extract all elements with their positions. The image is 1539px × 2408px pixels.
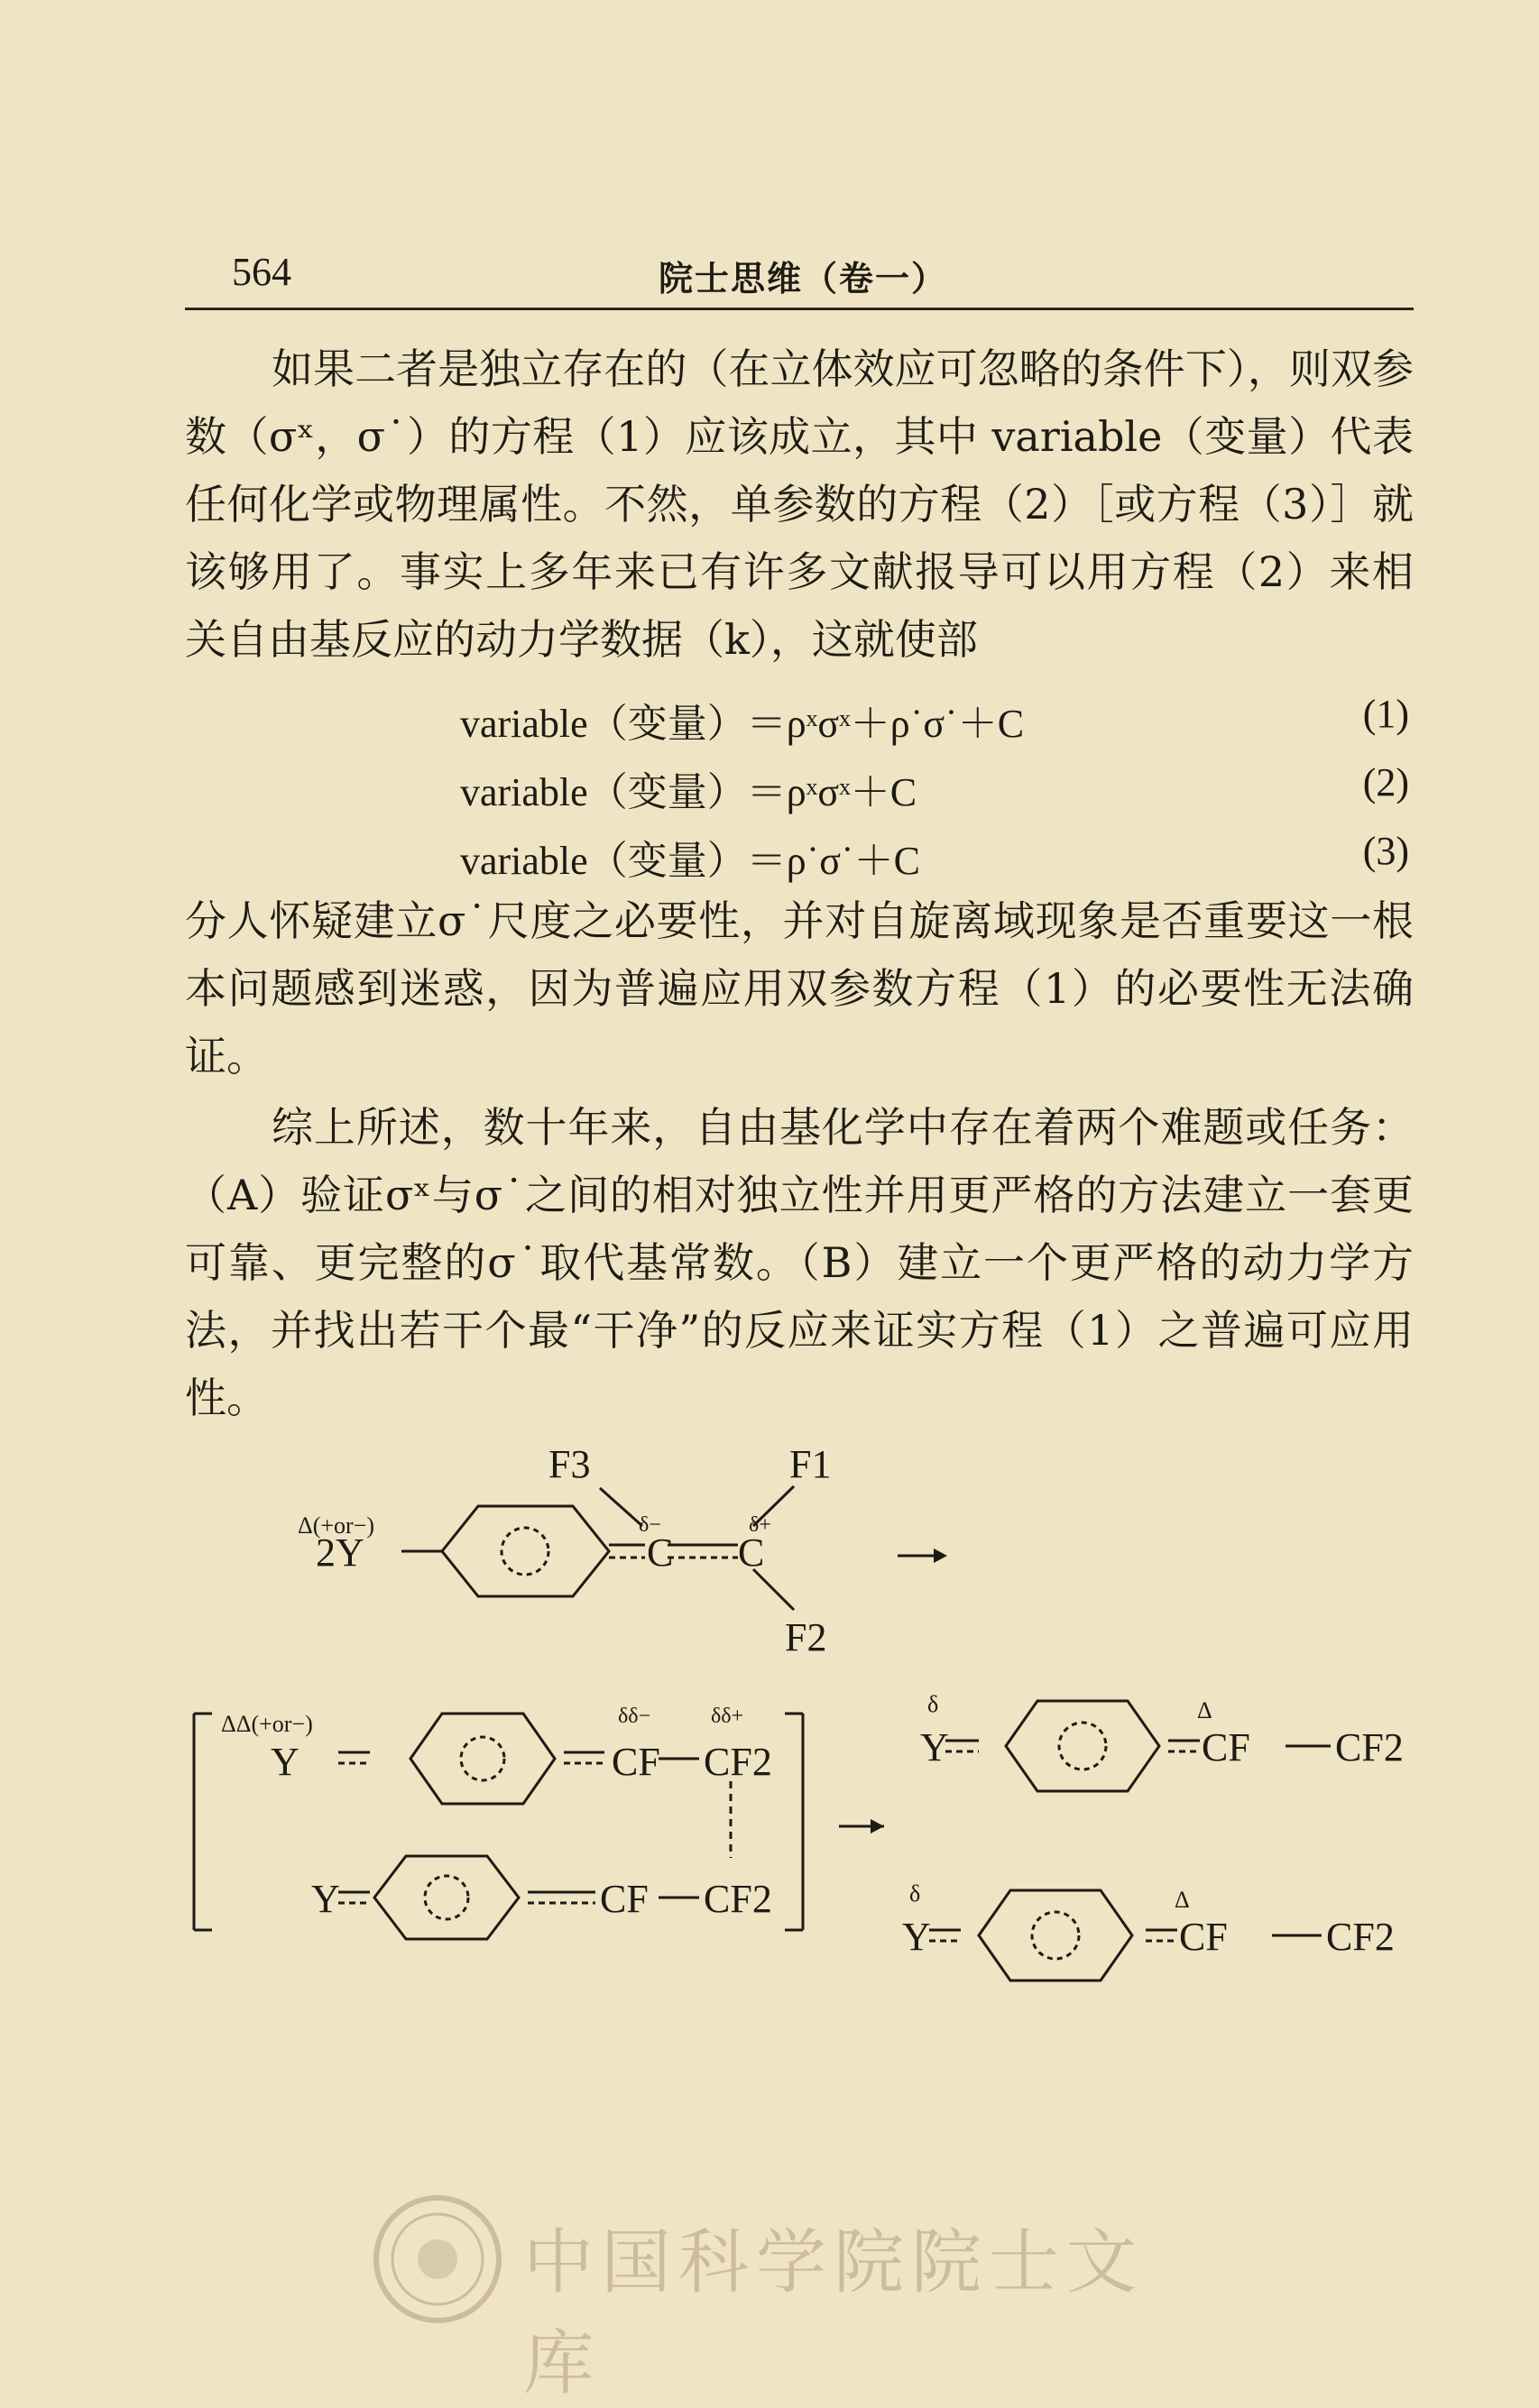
equation-expression: variable（变量）＝ρˣσˣ＋C bbox=[460, 770, 917, 814]
product-y-label: δ bbox=[927, 1691, 939, 1717]
svg-text:C: C bbox=[647, 1530, 674, 1575]
paragraph-3: 综上所述，数十年来，自由基化学中存在着两个难题或任务：（A）验证σˣ与σ˙之间的相对独立性并用更严格的方法建立一套更可靠、更完整的σ˙取代基常数。（B）建立一个更严格的动力学方法，并找出若干个最“干净”的反应来证实方程（1）之普遍可应用性。 bbox=[185, 1103, 1414, 1422]
reactant-charge-label: Δ(+or−) bbox=[298, 1512, 375, 1539]
equation-3 bbox=[185, 821, 1414, 889]
paragraph-2: 分人怀疑建立σ˙尺度之必要性，并对自旋离域现象是否重要这一根本问题感到迷惑，因为普遍应用双参数方程（1）的必要性无法确证。 bbox=[185, 896, 1414, 1080]
product-y-top: Y bbox=[920, 1725, 949, 1769]
product-cf2-top: CF2 bbox=[1335, 1725, 1404, 1769]
resonance-y-top: Y bbox=[271, 1740, 300, 1784]
f3-label: F3 bbox=[548, 1442, 591, 1486]
f1-label: F1 bbox=[789, 1442, 832, 1486]
running-title: 院士思维（卷一） bbox=[659, 259, 948, 299]
equation-1 bbox=[185, 684, 1414, 752]
equation-2 bbox=[185, 752, 1414, 821]
paragraph-1: 如果二者是独立存在的（在立体效应可忽略的条件下），则双参数（σˣ，σ˙）的方程（1）应该成立，其中 variable（变量）代表任何化学或物理属性。不然，单参数的方程（2）［或方程（3）］就该够用了。事实上多年来已有许多文献报导可以用方程（2）来相关自由基反应的动力学数据（k），这就使部 bbox=[185, 345, 1414, 664]
carbon-plus-label: δ+ bbox=[749, 1513, 771, 1537]
reaction-scheme bbox=[171, 1425, 1434, 1984]
product-y-label-bottom: δ bbox=[909, 1880, 921, 1907]
product-cf-top: CF bbox=[1202, 1725, 1250, 1769]
academy-seal-icon bbox=[370, 2192, 505, 2327]
substituent-label: 2Y bbox=[316, 1530, 364, 1575]
watermark-text: 中国科学院院士文库 bbox=[523, 2222, 1145, 2404]
carbon-minus-label: δ− bbox=[639, 1513, 661, 1537]
page-header bbox=[185, 244, 1414, 310]
equation-expression: variable（变量）＝ρˣσˣ＋ρ˙σ˙＋C bbox=[460, 702, 1025, 746]
product-y-bottom: Y bbox=[902, 1915, 931, 1959]
equation-expression: variable（变量）＝ρ˙σ˙＋C bbox=[460, 839, 921, 883]
resonance-cf2-bottom: CF2 bbox=[704, 1877, 772, 1921]
product-cf2-bottom: CF2 bbox=[1326, 1915, 1395, 1959]
f2-label: F2 bbox=[785, 1615, 827, 1659]
equation-number: (1) bbox=[1362, 692, 1409, 736]
resonance-cf-top: CF bbox=[612, 1740, 660, 1784]
resonance-label-2: δδ+ bbox=[711, 1705, 744, 1728]
resonance-y-bottom: Y bbox=[311, 1877, 340, 1921]
equation-number: (3) bbox=[1362, 829, 1409, 873]
equation-number: (2) bbox=[1362, 760, 1409, 804]
resonance-charge-label: ΔΔ(+or−) bbox=[221, 1711, 313, 1737]
watermark bbox=[361, 2183, 1191, 2404]
resonance-label-1: δδ− bbox=[618, 1705, 651, 1728]
product-c-label-bottom: Δ bbox=[1175, 1887, 1190, 1913]
resonance-cf2-top: CF2 bbox=[704, 1740, 772, 1784]
header-rule bbox=[185, 308, 1414, 310]
equation-block bbox=[185, 684, 1414, 889]
svg-text:C: C bbox=[738, 1530, 765, 1575]
product-cf-bottom: CF bbox=[1179, 1915, 1228, 1959]
resonance-cf-bottom: CF bbox=[600, 1877, 649, 1921]
page-number: 564 bbox=[232, 250, 291, 294]
product-c-label: Δ bbox=[1197, 1697, 1212, 1723]
